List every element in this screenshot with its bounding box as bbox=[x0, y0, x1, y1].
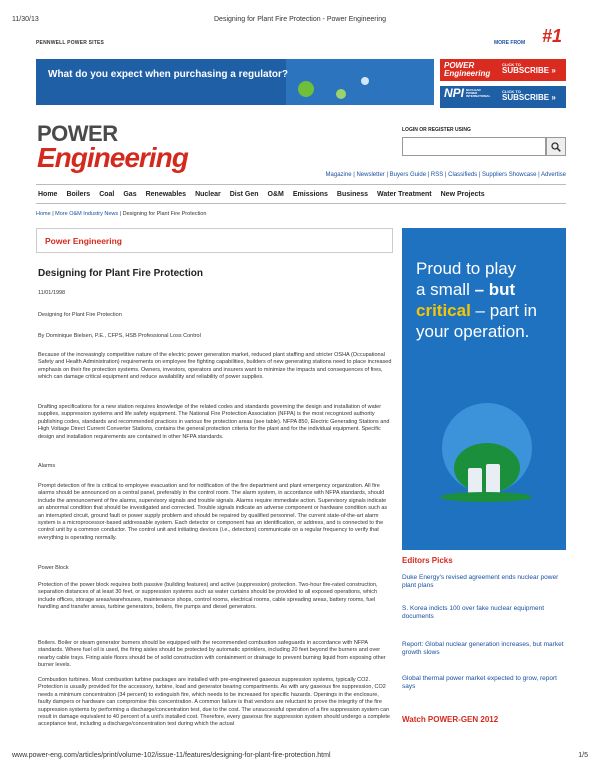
editors-picks-title: Editors Picks bbox=[402, 556, 453, 565]
subscribe-power-engineering-button[interactable] bbox=[440, 59, 566, 81]
search-button[interactable] bbox=[546, 137, 566, 156]
login-register-link[interactable]: LOGIN OR REGISTER USING bbox=[402, 127, 471, 133]
print-url: www.power-eng.com/articles/print/volume-102/issue-11/features/designing-for-plant-fire-protection.html bbox=[12, 752, 331, 759]
pennwell-sites-link[interactable]: PENNWELL POWER SITES bbox=[36, 40, 105, 46]
valve-icon bbox=[336, 89, 346, 99]
article-paragraph: Boilers. Boiler or steam generator burners should be equipped with the recommended combustion safeguards in accordance with NFPA standards. Where fuel oil is used, the firing aisles should be protected by automatic sprinklers, including 20 feet beyond the burners and over nearby cable trays. Firing aisle floors should be of solid construction with containment or drainage to prevent burning liquid from exposing other burner levels. bbox=[38, 640, 386, 669]
search-icon bbox=[551, 142, 561, 152]
nav-renewables[interactable]: Renewables bbox=[145, 190, 187, 198]
editors-pick-link[interactable]: S. Korea indicts 100 over fake nuclear equipment documents bbox=[402, 605, 545, 621]
article-date: 11/01/1998 bbox=[38, 290, 66, 296]
more-from-link[interactable]: MORE FROM bbox=[494, 40, 526, 46]
article-paragraph: Drafting specifications for a new station requires knowledge of the related codes and standards governing the design and installation of water supplies, suppression systems and life safety equipment. The National Fire Protection Association (NFPA) is the most recognized authority publishing codes, standards and recommended practices in various fire protection areas (see table). NFPA 850, Electric Generating Stations and High Voltage Direct Current Converter Stations, contains the general protection criteria for the plant and for the individual equipment. Specific design and installation requirements are contained in other NFPA standards. bbox=[38, 404, 390, 440]
badge-text: #1 bbox=[542, 26, 563, 46]
nav-om[interactable]: O&M bbox=[267, 190, 284, 198]
subscribe-cta: CLICK TO SUBSCRIBE » bbox=[502, 89, 556, 102]
article-subheading: Alarms bbox=[38, 463, 56, 469]
article-title: Designing for Plant Fire Protection bbox=[38, 268, 204, 279]
section-title: Power Engineering bbox=[45, 236, 122, 246]
section-header bbox=[36, 228, 393, 253]
print-date: 11/30/13 bbox=[12, 16, 39, 23]
subscribe-brand: POWER Engineering bbox=[444, 61, 491, 78]
article-paragraph: Prompt detection of fire is critical to employee evacuation and for notification of the fire department and plant emergency organization. All fire alarms should be announced on a central panel, preferably in the control room. The alarm system, in accordance with NFPA standards, should include the announcement of fire alarms, supervisory signals and trouble signals. Alarms require immediate action. Supervisory signals indicate an abnormal condition that should be investigated and corrected. Trouble signals indicate an adverse component or hardware condition such as an interrupted circuit, ground fault or power supply problem and should be repaired by qualified personnel. The current state-of-the-art alarm system is a microprocessor-based addressable system. Each detector or component has an identification, or address, and is connected to the control unit by a common conductor. The control unit and initiating devices (i.e., detectors) communicate on a regular frequency to verify that everything is operating normally. bbox=[38, 483, 388, 541]
print-header bbox=[12, 16, 588, 23]
nav-business[interactable]: Business bbox=[336, 190, 369, 198]
breadcrumb: Home | More O&M Industry News | Designing for Plant Fire Protection bbox=[36, 211, 207, 217]
article-paragraph: Protection of the power block requires both passive (building features) and active (suppression) protection. Two-hour fire-rated construction, separation distances of at least 30 feet, or suppression systems such as water curtains should be provided to all exposed operations, which include offices, storage areas/warehouses, maintenance shops, control rooms, electrical rooms, cable spreading areas, battery rooms, fuel handling and transfer areas, turbine generators, boilers, fire pumps and diesel generators. bbox=[38, 582, 378, 611]
valve-icon bbox=[298, 81, 314, 97]
nav-new-projects[interactable]: New Projects bbox=[440, 190, 485, 198]
number-one-badge[interactable] bbox=[536, 26, 566, 52]
logo-line2: Engineering bbox=[37, 142, 188, 173]
article-subheading: Power Block bbox=[38, 565, 69, 571]
nav-nuclear[interactable]: Nuclear bbox=[195, 190, 221, 198]
banner-text: What do you expect when purchasing a regulator? bbox=[48, 69, 289, 80]
breadcrumb-current: Designing for Plant Fire Protection bbox=[122, 211, 207, 217]
print-footer bbox=[12, 752, 588, 759]
main-nav bbox=[36, 184, 566, 204]
editors-pick-link[interactable]: Report: Global nuclear generation increases, but market growth slows bbox=[402, 641, 564, 657]
nav-emissions[interactable]: Emissions bbox=[292, 190, 328, 198]
nav-home[interactable]: Home bbox=[38, 190, 58, 198]
ad-ground-decoration bbox=[440, 492, 532, 502]
editors-pick-link[interactable]: Global thermal power market expected to grow, report says bbox=[402, 675, 557, 691]
editors-pick-link[interactable]: Duke Energy's revised agreement ends nuclear power plant plans bbox=[402, 574, 559, 590]
utility-links[interactable]: Magazine | Newsletter | Buyers Guide | RSS | Classifieds | Suppliers Showcase | Advertise bbox=[325, 172, 566, 178]
article-byline: By Dominique Bielsen, P.E., CFPS, HSB Professional Loss Control bbox=[38, 333, 201, 339]
subscribe-brand: NPI NUCLEAR POWER INTERNATIONAL bbox=[444, 86, 491, 100]
search-input[interactable] bbox=[402, 137, 546, 156]
watch-powergen-link[interactable]: Watch POWER-GEN 2012 bbox=[402, 715, 499, 724]
gauge-icon bbox=[361, 77, 369, 85]
nav-water-treatment[interactable]: Water Treatment bbox=[377, 190, 432, 198]
power-engineering-logo[interactable] bbox=[37, 121, 188, 173]
regulator-banner-ad[interactable] bbox=[36, 59, 434, 105]
article-paragraph: Because of the increasingly competitive nature of the electric power generation market, reduced plant staffing and stricter OSHA (Occupational Safety and Health Administration) requirements on employee fire fighting capabilities, builders of new generating stations need to place increased emphasis on their fire protection systems. Owners, investors, operators and insurers want to minimize the impacts and consequences of fires, which can damage critical equipment and reduce availability and reliability of power supplies. bbox=[38, 352, 392, 381]
breadcrumb-home[interactable]: Home bbox=[36, 211, 51, 217]
print-page-number: 1/5 bbox=[578, 752, 588, 759]
breadcrumb-section[interactable]: More O&M Industry News bbox=[55, 211, 119, 217]
print-title: Designing for Plant Fire Protection - Power Engineering bbox=[214, 16, 386, 23]
logo-line1: POWER bbox=[37, 121, 118, 146]
article-paragraph: Combustion turbines. Most combustion turbine packages are installed with pre-engineered gaseous suppression systems, typically CO2. Protection is usually provided for the accessory, turbine, load and generator bearing compartments. As with any gaseous fire suppression, CO2 needs a minimum concentration (34 percent) to extinguish fire, which needs to be increased for specific hazards. Openings in the enclosure, faulty dampers or hardware can compromise this concentration. A common failure is that vendors are reluctant to prove the integrity of the fire suppression systems by performing a discharge/concentration test, due to the cost. The unsuccessful operation of a fire suppression system can result in damage equivalent to 40 percent of a unit's installed cost. Therefore, every gaseous fire suppression system should undergo a complete acceptance test, including a discharge/concentration test during which the actual bbox=[38, 677, 390, 728]
nav-coal[interactable]: Coal bbox=[99, 190, 115, 198]
nav-boilers[interactable]: Boilers bbox=[66, 190, 91, 198]
nav-dist-gen[interactable]: Dist Gen bbox=[229, 190, 259, 198]
nav-gas[interactable]: Gas bbox=[123, 190, 137, 198]
ad-headline: Proud to play a small – but critical – part in your operation. bbox=[416, 259, 537, 341]
sidebar-ad[interactable] bbox=[402, 228, 566, 550]
article-subtitle: Designing for Plant Fire Protection bbox=[38, 312, 122, 318]
subscribe-cta: CLICK TO SUBSCRIBE » bbox=[502, 62, 556, 75]
subscribe-npi-button[interactable] bbox=[440, 86, 566, 108]
